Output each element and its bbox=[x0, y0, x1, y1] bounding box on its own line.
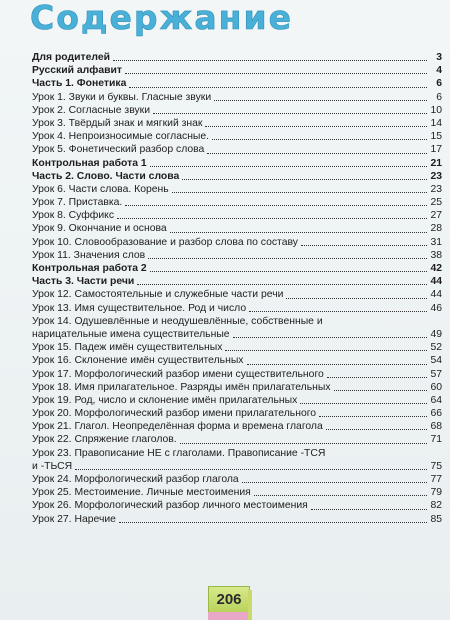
page-number-badge bbox=[208, 586, 248, 620]
toc-entry-page: 42 bbox=[430, 263, 442, 274]
toc-entry-page: 14 bbox=[430, 117, 442, 129]
toc-leader-dots bbox=[311, 509, 427, 510]
toc-leader-dots bbox=[117, 218, 427, 219]
toc-entry-page: 27 bbox=[430, 210, 442, 222]
toc-leader-dots bbox=[225, 350, 427, 351]
toc-leader-dots bbox=[247, 364, 427, 365]
toc-entry-title: Для родителей bbox=[32, 52, 110, 63]
toc-entry-page: 31 bbox=[430, 236, 442, 248]
toc-leader-dots bbox=[214, 100, 427, 101]
toc-leader-dots bbox=[172, 192, 427, 193]
toc-entry-page: 64 bbox=[430, 394, 442, 406]
toc-entry-title: Урок 15. Падеж имён существительных bbox=[32, 342, 223, 354]
toc-leader-dots bbox=[286, 298, 427, 299]
toc-entry-page: 71 bbox=[430, 434, 442, 446]
toc-entry bbox=[32, 117, 442, 130]
toc-entry-title: Урок 27. Наречие bbox=[32, 513, 116, 525]
toc-entry-page: 75 bbox=[430, 460, 442, 472]
toc-entry bbox=[32, 157, 442, 170]
toc-entry-page: 15 bbox=[430, 131, 442, 143]
toc-leader-dots bbox=[113, 60, 427, 61]
toc-entry bbox=[32, 513, 442, 526]
toc-entry-page: 82 bbox=[430, 500, 442, 512]
toc-entry bbox=[32, 420, 442, 433]
toc-entry bbox=[32, 288, 442, 301]
toc-entry-title: Урок 23. Правописание НЕ с глаголами. Правописание -ТСЯ bbox=[32, 447, 326, 459]
toc-entry-page: 23 bbox=[430, 170, 442, 182]
page-title: Содержание bbox=[30, 0, 293, 37]
toc-entry-title: Урок 24. Морфологический разбор глагола bbox=[32, 474, 239, 485]
toc-entry-page: 52 bbox=[430, 342, 442, 354]
toc-leader-dots bbox=[150, 271, 427, 272]
toc-entry bbox=[32, 262, 442, 275]
toc-entry-page: 3 bbox=[436, 52, 442, 63]
toc-entry-title: Урок 20. Морфологический разбор имени прилагательного bbox=[32, 408, 317, 420]
toc-entry-page: 54 bbox=[430, 355, 442, 367]
toc-leader-dots bbox=[301, 245, 427, 246]
toc-entry-page: 57 bbox=[430, 368, 442, 380]
toc-entry-title: Урок 11. Значения слов bbox=[32, 249, 146, 261]
toc-entry-title: Урок 5. Фонетический разбор слова bbox=[32, 144, 205, 156]
toc-entry-title: Урок 7. Приставка. bbox=[32, 197, 123, 209]
toc-entry bbox=[32, 499, 442, 512]
toc-entry-page: 28 bbox=[430, 223, 442, 235]
toc-leader-dots bbox=[153, 113, 427, 114]
toc-entry-title: Урок 19. Род, число и склонение имён прилагательных bbox=[32, 394, 298, 406]
toc-entry-title: Контрольная работа 2 bbox=[32, 263, 147, 274]
toc-leader-dots bbox=[326, 429, 427, 430]
toc-entry-page: 46 bbox=[430, 302, 442, 314]
toc-entry-title: Урок 10. Словообразование и разбор слова по составу bbox=[32, 236, 298, 248]
toc-entry bbox=[32, 354, 442, 367]
toc-entry bbox=[32, 407, 442, 420]
toc-entry-title: Урок 18. Имя прилагательное. Разряды имён прилагательных bbox=[32, 381, 331, 393]
toc-leader-dots bbox=[300, 403, 427, 404]
toc-entry bbox=[32, 64, 442, 77]
toc-leader-dots bbox=[129, 87, 427, 88]
toc-entry-title: Урок 4. Непроизносимые согласные. bbox=[32, 131, 210, 143]
toc-entry-page: 77 bbox=[430, 474, 442, 485]
toc-entry bbox=[32, 183, 442, 196]
toc-entry bbox=[32, 130, 442, 143]
toc-entry bbox=[32, 143, 442, 156]
toc-leader-dots bbox=[207, 153, 427, 154]
toc-entry-title: Часть 2. Слово. Части слова bbox=[32, 170, 180, 182]
toc-entry-page: 6 bbox=[436, 78, 442, 90]
toc-entry bbox=[32, 249, 442, 262]
badge-pink-stripe bbox=[208, 612, 248, 620]
toc-leader-dots bbox=[180, 443, 427, 444]
toc-leader-dots bbox=[233, 337, 427, 338]
toc-entry-title: Урок 6. Части слова. Корень bbox=[32, 183, 169, 195]
badge-side-face bbox=[248, 590, 252, 620]
toc-entry bbox=[32, 51, 442, 64]
toc-entry-page: 85 bbox=[430, 513, 442, 525]
toc-entry bbox=[32, 486, 442, 499]
toc-leader-dots bbox=[182, 179, 427, 180]
toc-leader-dots bbox=[242, 482, 427, 483]
toc-entry bbox=[32, 341, 442, 354]
toc-leader-dots bbox=[137, 284, 427, 285]
toc-entry-page: 21 bbox=[430, 157, 442, 169]
toc-leader-dots bbox=[125, 205, 427, 206]
toc-entry bbox=[32, 170, 442, 183]
toc-leader-dots bbox=[319, 416, 427, 417]
toc-entry-title: Урок 22. Спряжение глаголов. bbox=[32, 434, 177, 446]
table-of-contents bbox=[32, 51, 442, 526]
toc-leader-dots bbox=[205, 126, 427, 127]
toc-entry-page: 23 bbox=[430, 183, 442, 195]
toc-entry bbox=[32, 236, 442, 249]
toc-entry bbox=[32, 473, 442, 486]
toc-entry bbox=[32, 77, 442, 90]
toc-entry-page: 25 bbox=[430, 197, 442, 209]
toc-entry-title: нарицательные имена существительные bbox=[32, 328, 230, 340]
toc-entry-page: 44 bbox=[430, 289, 442, 301]
toc-entry-title: Урок 25. Местоимение. Личные местоимения bbox=[32, 487, 251, 499]
toc-leader-dots bbox=[212, 139, 427, 140]
toc-entry-page: 68 bbox=[430, 421, 442, 433]
toc-entry-page: 17 bbox=[430, 144, 442, 156]
toc-entry bbox=[32, 328, 442, 341]
toc-entry-page: 10 bbox=[430, 104, 442, 116]
toc-entry-title: Контрольная работа 1 bbox=[32, 157, 147, 169]
toc-entry-title: Урок 12. Самостоятельные и служебные части речи bbox=[32, 289, 284, 301]
toc-entry-page: 79 bbox=[430, 487, 442, 499]
toc-entry-title: Урок 9. Окончание и основа bbox=[32, 223, 167, 235]
toc-entry-page: 38 bbox=[430, 249, 442, 261]
page-number: 206 bbox=[208, 586, 250, 614]
toc-entry-title: Урок 26. Морфологический разбор личного местоимения bbox=[32, 500, 308, 512]
toc-entry-title: Русский алфавит bbox=[32, 65, 122, 77]
toc-entry bbox=[32, 196, 442, 209]
toc-leader-dots bbox=[254, 495, 427, 496]
toc-entry bbox=[32, 447, 442, 460]
toc-entry-title: Часть 1. Фонетика bbox=[32, 78, 127, 90]
toc-leader-dots bbox=[327, 377, 427, 378]
toc-leader-dots bbox=[170, 232, 427, 233]
toc-entry-title: Урок 13. Имя существительное. Род и число bbox=[32, 302, 247, 314]
toc-entry-title: и -ТЬСЯ bbox=[32, 460, 73, 472]
toc-entry-page: 49 bbox=[430, 328, 442, 340]
toc-entry bbox=[32, 302, 442, 315]
toc-leader-dots bbox=[249, 311, 427, 312]
toc-leader-dots bbox=[334, 390, 427, 391]
toc-entry-title: Урок 2. Согласные звуки bbox=[32, 104, 151, 116]
toc-entry-title: Урок 1. Звуки и буквы. Гласные звуки bbox=[32, 91, 212, 103]
toc-entry bbox=[32, 275, 442, 288]
toc-entry bbox=[32, 91, 442, 104]
toc-entry-title: Урок 8. Суффикс bbox=[32, 210, 115, 222]
toc-entry bbox=[32, 315, 442, 328]
toc-entry bbox=[32, 460, 442, 473]
toc-leader-dots bbox=[125, 73, 427, 74]
toc-entry bbox=[32, 368, 442, 381]
toc-entry-title: Урок 14. Одушевлённые и неодушевлённые, собственные и bbox=[32, 315, 323, 327]
toc-entry bbox=[32, 394, 442, 407]
toc-entry-title: Урок 21. Глагол. Неопределённая форма и времена глагола bbox=[32, 421, 323, 433]
toc-leader-dots bbox=[75, 469, 427, 470]
toc-entry-title: Урок 16. Склонение имён существительных bbox=[32, 355, 244, 367]
toc-entry bbox=[32, 104, 442, 117]
toc-entry bbox=[32, 381, 442, 394]
toc-leader-dots bbox=[119, 522, 427, 523]
toc-entry-page: 44 bbox=[430, 276, 442, 288]
toc-entry-page: 6 bbox=[436, 91, 442, 103]
toc-leader-dots bbox=[148, 258, 427, 259]
toc-entry bbox=[32, 222, 442, 235]
toc-entry-title: Урок 3. Твёрдый знак и мягкий знак bbox=[32, 117, 203, 129]
toc-leader-dots bbox=[150, 166, 427, 167]
toc-entry bbox=[32, 433, 442, 446]
toc-entry-page: 60 bbox=[430, 381, 442, 393]
toc-entry bbox=[32, 209, 442, 222]
toc-entry-page: 4 bbox=[436, 65, 442, 77]
toc-entry-page: 66 bbox=[430, 408, 442, 420]
toc-entry-title: Часть 3. Части речи bbox=[32, 276, 135, 288]
toc-entry-title: Урок 17. Морфологический разбор имени существительного bbox=[32, 368, 324, 380]
